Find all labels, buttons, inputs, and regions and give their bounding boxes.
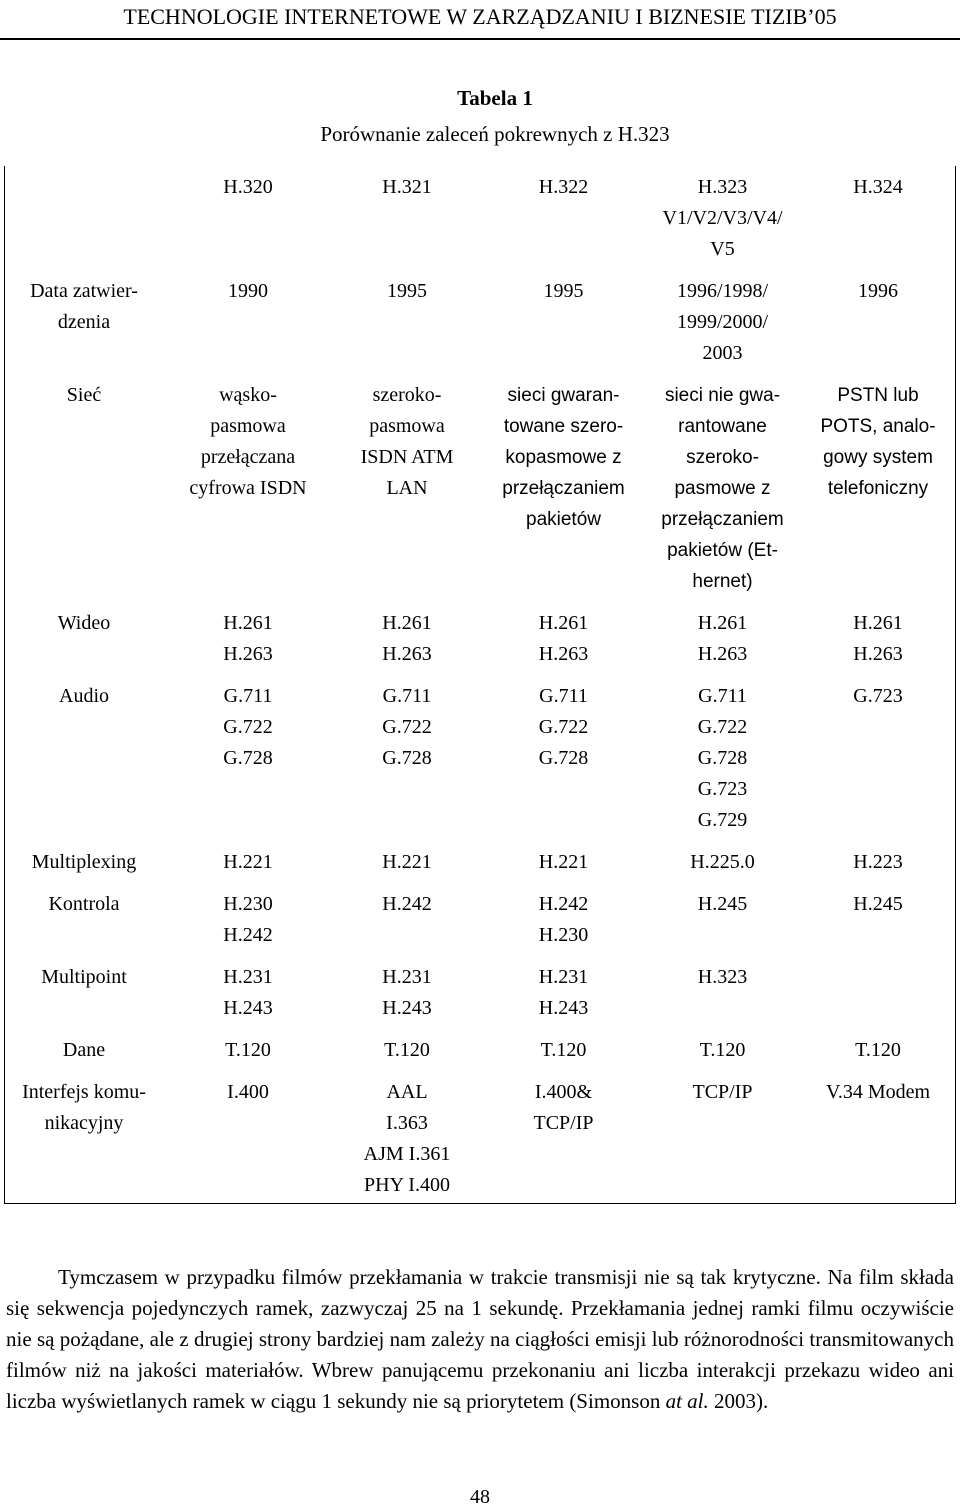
- table-cell: G.711 G.722 G.728: [223, 685, 273, 769]
- table-cell: H.261 H.263: [223, 612, 273, 665]
- table-cell: H.221: [223, 851, 273, 873]
- running-header: TECHNOLOGIE INTERNETOWE W ZARZĄDZANIU I BIZNESIE TIZIB’05: [0, 0, 960, 40]
- table-cell: [800, 962, 956, 1035]
- table-row: [4, 847, 956, 889]
- column-header: H.320: [223, 176, 273, 198]
- table-title: Porównanie zaleceń pokrewnych z H.323: [320, 122, 670, 146]
- table-cell: H.245: [853, 893, 903, 915]
- table-cell: T.120: [225, 1039, 271, 1061]
- table-header-row: [4, 166, 956, 276]
- table-row: [4, 681, 956, 847]
- table-cell: H.231 H.243: [223, 966, 273, 1019]
- table-row: [4, 608, 956, 681]
- table-cell: wąsko- pasmowa przełączana cyfrowa ISDN: [189, 384, 307, 499]
- table-cell: szeroko- pasmowa ISDN ATM LAN: [360, 384, 454, 499]
- table-cell: G.711 G.722 G.728: [538, 685, 589, 769]
- table-cell: H.231 H.243: [538, 966, 589, 1019]
- table-cell: G.711 G.722 G.728 G.723 G.729: [697, 685, 748, 831]
- table-cell: AAL I.363 AJM I.361 PHY I.400: [363, 1081, 451, 1196]
- table-cell: T.120: [384, 1039, 430, 1061]
- row-label: Data zatwier- dzenia: [30, 280, 138, 333]
- table-cell: V.34 Modem: [825, 1081, 931, 1103]
- header-corner: [4, 166, 164, 276]
- row-label: Multiplexing: [31, 851, 137, 873]
- table-cell: H.261 H.263: [382, 612, 432, 665]
- table-cell: I.400: [227, 1081, 269, 1103]
- table-cell: I.400& TCP/IP: [533, 1081, 594, 1134]
- comparison-table: [4, 166, 956, 1213]
- table-cell: G.711 G.722 G.728: [382, 685, 432, 769]
- table-cell: 1990: [228, 280, 268, 302]
- table-row: [4, 889, 956, 962]
- table-cell: sieci gwaran- towane szero- kopasmowe z przełączaniem pakietów: [502, 385, 625, 530]
- table-cell: T.120: [855, 1039, 901, 1061]
- table-cell: H.261 H.263: [697, 612, 748, 665]
- table-cell: G.723: [853, 685, 903, 707]
- table-cell: H.261 H.263: [853, 612, 903, 665]
- table-cell: H.230 H.242: [223, 893, 273, 946]
- table-row: [4, 276, 956, 380]
- table-cell: PSTN lub POTS, analo- gowy system telefoniczny: [820, 385, 936, 499]
- table-cell: H.261 H.263: [538, 612, 589, 665]
- table-row: [4, 962, 956, 1035]
- table-cell: sieci nie gwa- rantowane szeroko- pasmowe z przełączaniem pakietów (Et- hernet): [661, 385, 784, 592]
- row-label: Audio: [59, 685, 109, 707]
- table-cell: TCP/IP: [692, 1081, 753, 1103]
- table-cell: H.231 H.243: [382, 966, 432, 1019]
- table-cell: 1996: [858, 280, 898, 302]
- table-cell: 1995: [543, 280, 584, 302]
- table-cell: H.245: [697, 893, 748, 915]
- table-row: [4, 1077, 956, 1213]
- table-cell: H.242 H.230: [538, 893, 589, 946]
- table-row: [4, 380, 956, 608]
- column-header: H.321: [382, 176, 432, 198]
- row-label: Kontrola: [48, 893, 120, 915]
- body-paragraph: Tymczasem w przypadku filmów przekłamania w trakcie transmisji nie są tak krytyczne. Na film składa się sekwencja pojedynczych ramek, zazwyczaj 25 na 1 sekundę. Przekłamania jednej ramki filmu oczywiście nie są pożądane, ale z drugiej strony bardziej nam zależy na ciągłości emisji lub różnorodności transmitowanych filmów niż na jakości materiałów. Wbrew panującemu przekonaniu ani liczba interakcji przekazu wideo ani liczba wyświetlanych ramek w ciągu 1 sekundy nie są priorytetem (Simonson at al. 2003).: [6, 1265, 954, 1413]
- table-cell: 1996/1998/ 1999/2000/ 2003: [676, 280, 769, 364]
- row-label: Interfejs komu- nikacyjny: [22, 1081, 146, 1134]
- table-cell: H.223: [853, 851, 903, 873]
- table-label: Tabela 1: [457, 86, 533, 110]
- row-label: Multipoint: [41, 966, 127, 988]
- table-cell: H.242: [382, 893, 432, 915]
- table-row: [4, 1035, 956, 1077]
- table-cell: T.120: [540, 1039, 587, 1061]
- row-label: Sieć: [66, 384, 102, 406]
- table-cell: 1995: [387, 280, 427, 302]
- column-header: H.322: [538, 176, 589, 198]
- table-cell: T.120: [699, 1039, 746, 1061]
- row-label: Dane: [62, 1039, 106, 1061]
- table-cell: H.221: [538, 851, 589, 873]
- row-label: Wideo: [57, 612, 111, 634]
- page-number: 48: [470, 1486, 490, 1508]
- table-cell: H.323: [697, 966, 748, 988]
- table-cell: H.221: [382, 851, 432, 873]
- table-cell: H.225.0: [690, 851, 755, 873]
- column-header: H.324: [853, 176, 903, 198]
- column-header: H.323 V1/V2/V3/V4/ V5: [662, 176, 783, 260]
